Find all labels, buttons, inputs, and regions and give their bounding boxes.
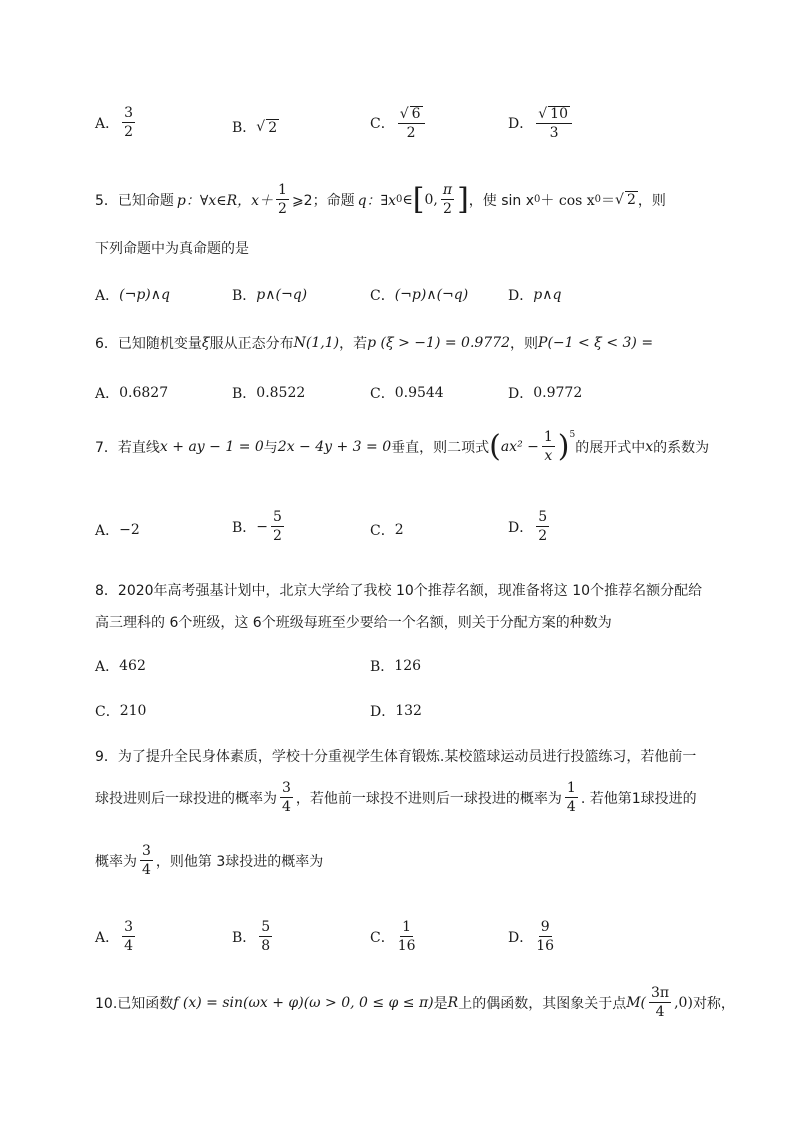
q4-option-c[interactable] [370, 106, 428, 140]
q5-option-c[interactable]: C． (¬p)∧(¬q) [370, 287, 469, 304]
q8-option-c[interactable]: C． 210 [95, 703, 147, 720]
q7-option-a[interactable]: A． −2 [95, 522, 140, 539]
q7-option-b[interactable]: B． − $\frac{5}{2}$ [232, 509, 282, 544]
q7-option-d[interactable]: D． $\frac{5}{2}$ [508, 509, 548, 544]
q4-option-b[interactable] [232, 117, 279, 137]
fraction: $\frac{\pi}{2}$ [442, 182, 453, 217]
q8-stem-line1: 8．2020年高考强基计划中，北京大学给了我校 10个推荐名额，现准备将这 10个推荐名额分配给 [95, 583, 703, 599]
fraction: $\frac{3}{4}$ [142, 843, 151, 878]
q10-stem: 10.已知函数 f (x) = sin(ωx + φ)(ω > 0, 0 ≤ φ ≤ π) 是 R 上的偶函数，其图象关于点 M( $\frac{3\pi}{4}$ ,0) 对称， [95, 985, 735, 1020]
q5-stem-line2: 下列命题中为真命题的是 [95, 241, 249, 257]
q6-option-d[interactable]: D． 0.9772 [508, 385, 583, 402]
q7-option-c[interactable]: C． 2 [370, 522, 404, 539]
q5-option-a[interactable]: A． (¬p)∧q [95, 287, 170, 304]
fraction: √ 6 2 [398, 106, 425, 140]
q6-option-b[interactable]: B． 0.8522 [232, 385, 306, 402]
q9-stem-line3: 概率为 $\frac{3}{4}$ ，则他第 3球投进的概率为 [95, 843, 324, 878]
q9-option-b[interactable]: B． $\frac{5}{8}$ [232, 919, 271, 954]
q8-option-a[interactable]: A． 462 [95, 658, 146, 675]
fraction: $\frac{3\pi}{4}$ [651, 985, 670, 1020]
fraction: $\frac{1}{4}$ [566, 780, 576, 815]
fraction: $\frac{3}{4}$ [124, 919, 134, 954]
fraction: $\frac{1}{16}$ [397, 919, 416, 954]
fraction: $\frac{5}{2}$ [538, 509, 548, 544]
option-label: B． [232, 120, 257, 136]
q5-option-b[interactable]: B． p∧(¬q) [232, 287, 308, 304]
fraction: $\frac{9}{16}$ [536, 919, 555, 954]
q8-stem-line2: 高三理科的 6个班级，这 6个班级每班至少要给一个名额，则关于分配方案的种数为 [95, 615, 612, 631]
option-label: D． [508, 116, 534, 132]
q7-stem: 7．若直线 x + ay − 1 = 0 与 2x − 4y + 3 = 0 垂直，则二项式 ( ax² − $\frac{1}{x}$ ) $^5$ 的展开式中 x 的系数为 [95, 428, 710, 464]
fraction: $\frac{5}{8}$ [261, 919, 271, 954]
q6-stem: 6．已知随机变量 ξ 服从正态分布 N(1,1) ，若 p (ξ > −1) = 0.9772 ，则 P(−1 < ξ < 3) = [95, 335, 654, 352]
q6-option-a[interactable]: A． 0.6827 [95, 385, 169, 402]
fraction: $\frac{5}{2}$ [273, 509, 282, 544]
q6-option-c[interactable]: C． 0.9544 [370, 385, 444, 402]
q8-option-b[interactable]: B． 126 [370, 658, 422, 675]
q5-option-d[interactable]: D． p∧q [508, 287, 562, 304]
fraction: $\frac{3}{2}$ [124, 105, 134, 140]
fraction: $\frac{1}{x}$ [543, 429, 553, 464]
q9-option-c[interactable]: C． $\frac{1}{16}$ [370, 919, 416, 954]
q9-option-a[interactable]: A． $\frac{3}{4}$ [95, 919, 134, 954]
sqrt: √ 2 [256, 119, 278, 136]
fraction: √ 10 3 [536, 106, 572, 140]
q9-option-d[interactable]: D． $\frac{9}{16}$ [508, 919, 555, 954]
q9-stem-line2: 球投进则后一球投进的概率为 $\frac{3}{4}$ ，若他前一球投不进则后一球投进的概率为 $\frac{1}{4}$ . 若他第1球投进的 [95, 780, 697, 815]
q8-option-d[interactable]: D． 132 [370, 703, 422, 720]
q4-option-a[interactable] [95, 106, 138, 139]
sqrt: √ 2 [615, 191, 636, 208]
q5-stem-line1: 5．已知命题 p：∀x∈R，x＋ $\frac{1}{2}$ ⩾2；命题 q：∃x 0 ∈ [ 0, $\frac{\pi}{2}$ ] ，使 sin x 0 ＋ cos x 0 ＝ √ 2 ，则 [95, 181, 666, 217]
q9-stem-line1: 9．为了提升全民身体素质，学校十分重视学生体育锻炼.某校篮球运动员进行投篮练习，若他前一 [95, 749, 697, 765]
fraction: $\frac{3}{4}$ [282, 780, 291, 815]
q4-option-d[interactable] [508, 106, 575, 140]
option-label: A． [95, 115, 120, 132]
fraction: $\frac{1}{2}$ [278, 182, 287, 217]
option-label: C． [370, 116, 395, 132]
